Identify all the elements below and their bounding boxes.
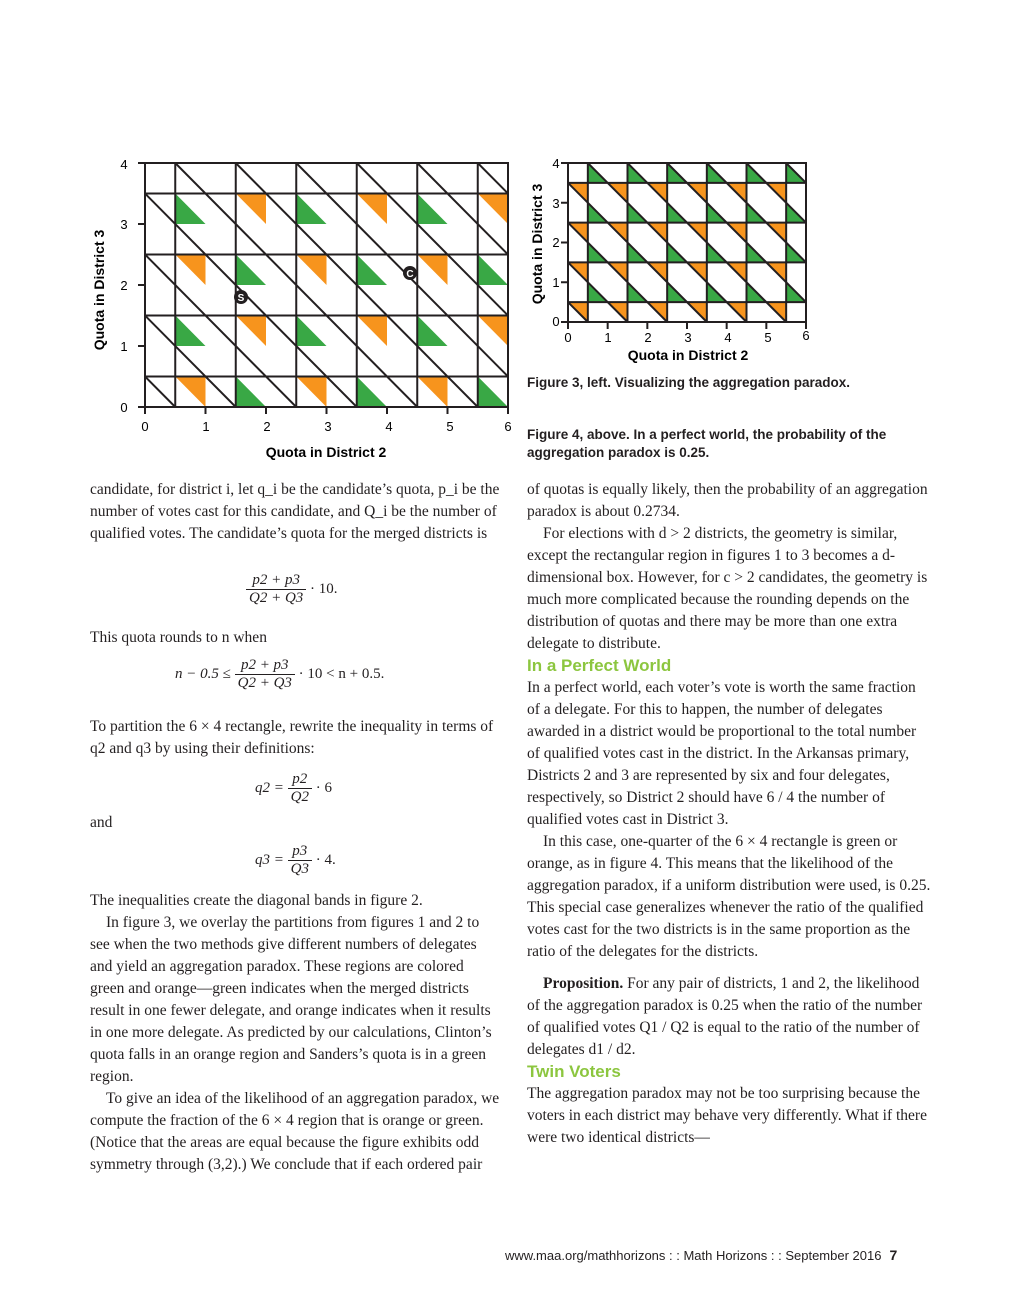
fig3-region-6 xyxy=(175,316,205,347)
figure-3-regions xyxy=(175,194,508,408)
eq4-tail: · 4. xyxy=(315,851,336,868)
left-paragraph-5: In figure 3, we overlay the partitions from figures 1 and 2 to see when the two methods give different numbers of delegates and yield an aggregation paradox. These regions are colored green and orange—green indicates when the merged districts result in one fewer delegate, and orange indicates when it results in one more delegate. As predicted by our calculations, Clinton’s quota falls in an orange region and Sanders’s quota is in a green region. xyxy=(90,914,492,1085)
left-and: and xyxy=(90,814,113,831)
heading-perfect-world: In a Perfect World xyxy=(527,656,672,675)
eq3-denominator: Q2 xyxy=(290,789,309,805)
fig3-region-18 xyxy=(175,194,205,225)
fig3-xticklabel-3: 3 xyxy=(324,419,332,434)
fig3-xticklabel-4: 4 xyxy=(385,419,393,434)
fig3-region-13 xyxy=(236,255,266,286)
eq4-left: q3 = xyxy=(255,851,284,868)
fig3-region-10 xyxy=(417,316,447,347)
heading-twin-voters: Twin Voters xyxy=(527,1062,621,1081)
eq3-numerator: p2 xyxy=(288,771,312,789)
right-paragraph-1: of quotas is equally likely, then the probability of an aggregation paradox is about 0.2734. xyxy=(527,481,928,520)
fig3-yticklabel-2: 2 xyxy=(120,278,128,293)
right-paragraph-4: In this case, one-quarter of the 6 × 4 rectangle is green or orange, as in figure 4. This means that the likelihood of the aggregation paradox, if a uniform distribution were used, is 0.25. This special case generalizes whenever the ratio of the qualified votes cast for the two districts is in the same proportion as the ratio of the delegates for the districts. xyxy=(527,833,931,960)
fig3-region-8 xyxy=(296,316,326,347)
fig3-yticklabel-4: 4 xyxy=(120,157,128,172)
fig3-region-14 xyxy=(296,255,326,286)
page-number: 7 xyxy=(889,1247,898,1263)
left-paragraph-2: This quota rounds to n when xyxy=(90,629,267,646)
fig3-region-12 xyxy=(175,255,205,286)
point-clinton-label: C xyxy=(406,269,414,280)
eq2-left: n − 0.5 ≤ xyxy=(175,665,231,682)
fig3-xticklabel-2: 2 xyxy=(263,419,271,434)
right-paragraph-2: For elections with d > 2 districts, the geometry is similar, except the rectangular region in figures 1 to 3 becomes a d-dimensional box. However, for c > 2 candidates, the geometry is much more complicated because the rounding depends on the distribution of quotas and there may be more than one extra delegate to distribute. xyxy=(527,525,928,652)
fig3-region-16 xyxy=(417,255,447,286)
left-paragraph-1: candidate, for district i, let q_i be the candidate’s quota, p_i be the number of votes cast for this candidate, and Q_i be the number of qualified votes. The candidate’s quota for the merged districts is xyxy=(90,481,500,542)
proposition xyxy=(527,973,932,1061)
fig3-xlabel: Quota in District 2 xyxy=(265,444,387,460)
fig3-region-17 xyxy=(478,255,508,286)
fig4-ylabel: Quota in District 3 xyxy=(529,183,545,305)
fig3-region-15 xyxy=(357,255,387,286)
left-column xyxy=(90,479,500,545)
eq3-left: q2 = xyxy=(255,779,284,796)
point-clinton xyxy=(403,266,417,280)
eq4-numerator: p3 xyxy=(288,843,312,861)
fig3-yticklabel-3: 3 xyxy=(120,217,128,232)
fig4-xticklabel-5: 5 xyxy=(764,330,772,345)
right-column xyxy=(527,479,932,1149)
fig3-region-11 xyxy=(478,316,508,347)
figure-4 xyxy=(525,150,825,370)
fig3-region-4 xyxy=(417,377,447,408)
proposition-text: For any pair of districts, 1 and 2, the likelihood of the aggregation paradox is 0.25 when the ratio of the number of qualified votes Q1 / Q2 is equal to the ratio of the number of delegates d1 / d2. xyxy=(527,975,923,1058)
figure-4-caption: Figure 4, above. In a perfect world, the probability of the aggregation paradox is 0.25. xyxy=(527,427,887,460)
eq4-denominator: Q3 xyxy=(290,861,309,877)
equation-rounding xyxy=(175,657,384,692)
fig3-yticklabel-0: 0 xyxy=(120,400,128,415)
fig3-region-9 xyxy=(357,316,387,347)
fig4-yticklabel-0: 0 xyxy=(552,314,560,329)
fig3-xticklabel-6: 6 xyxy=(504,419,512,434)
fig3-xticklabel-5: 5 xyxy=(446,419,454,434)
figure-3-caption: Figure 3, left. Visualizing the aggregation paradox. xyxy=(527,375,851,390)
fig3-region-22 xyxy=(417,194,447,225)
left-paragraph-3: To partition the 6 × 4 rectangle, rewrite the inequality in terms of q2 and q3 by using their definitions: xyxy=(90,718,494,757)
right-paragraph-6: The aggregation paradox may not be too surprising because the voters in each district may behave very differently. What if there were two identical districts— xyxy=(527,1085,927,1146)
fig4-yticklabel-1: 1 xyxy=(552,275,560,290)
fig3-region-2 xyxy=(296,377,326,408)
proposition-label: Proposition. xyxy=(543,975,624,992)
eq2-denominator: Q2 + Q3 xyxy=(237,675,292,691)
eq1-denominator: Q2 + Q3 xyxy=(249,590,304,606)
fig3-region-21 xyxy=(357,194,387,225)
equation-merged-quota xyxy=(246,572,338,607)
left-paragraph-4: The inequalities create the diagonal bands in figure 2. xyxy=(90,892,423,909)
fig3-region-1 xyxy=(236,377,266,408)
equation-q2 xyxy=(255,771,332,806)
right-paragraph-3: In a perfect world, each voter’s vote is worth the same fraction of a delegate. For this to happen, the number of delegates awarded in a district would be proportional to the total number of qualified votes cast in the district. In the Arkansas primary, Districts 2 and 3 are represented by six and four delegates, respectively, so District 2 should have 6 / 4 the number of qualified votes cast in District 3. xyxy=(527,679,917,828)
fig3-region-23 xyxy=(478,194,508,225)
fig3-region-7 xyxy=(236,316,266,347)
fig3-region-3 xyxy=(357,377,387,408)
fig4-diag xyxy=(707,163,825,322)
left-paragraph-6: To give an idea of the likelihood of an aggregation paradox, we compute the fraction of the 6 × 4 region that is orange or green. (Notice that the areas are equal because the figure exhibits odd symmetry through (3,2).) We conclude that if each ordered pair xyxy=(90,1090,500,1173)
fig4-xticklabel-4: 4 xyxy=(724,330,732,345)
eq2-numerator: p2 + p3 xyxy=(235,657,295,675)
fig4-xticklabel-2: 2 xyxy=(644,330,652,345)
point-sanders xyxy=(234,290,248,304)
fig4-xlabel: Quota in District 2 xyxy=(627,347,749,363)
fig4-yticklabel-4: 4 xyxy=(552,156,560,171)
fig3-ylabel: Quota in District 3 xyxy=(91,229,107,351)
fig3-xticklabel-1: 1 xyxy=(202,419,210,434)
fig3-region-5 xyxy=(478,377,508,408)
eq1-numerator: p2 + p3 xyxy=(246,572,306,590)
figure-3 xyxy=(80,150,520,465)
fig3-region-19 xyxy=(236,194,266,225)
eq1-tail: · 10. xyxy=(310,580,338,597)
fig4-xticklabel-0: 0 xyxy=(564,330,572,345)
eq3-tail: · 6 xyxy=(315,779,332,796)
fig3-region-20 xyxy=(296,194,326,225)
page-footer xyxy=(505,1247,897,1263)
eq2-tail: · 10 < n + 0.5. xyxy=(298,665,385,682)
fig3-yticklabel-1: 1 xyxy=(120,339,128,354)
fig4-yticklabel-3: 3 xyxy=(552,196,560,211)
equation-q3 xyxy=(255,843,336,878)
fig4-xticklabel-1: 1 xyxy=(604,330,612,345)
fig3-region-0 xyxy=(175,377,205,408)
footer-text: www.maa.org/mathhorizons : : Math Horizons : : September 2016 xyxy=(505,1248,882,1263)
fig4-xticklabel-6: 6 xyxy=(802,328,810,343)
fig3-xticklabel-0: 0 xyxy=(141,419,149,434)
fig4-yticklabel-2: 2 xyxy=(552,235,560,250)
fig4-xticklabel-3: 3 xyxy=(684,330,692,345)
point-sanders-label: S xyxy=(237,293,245,304)
